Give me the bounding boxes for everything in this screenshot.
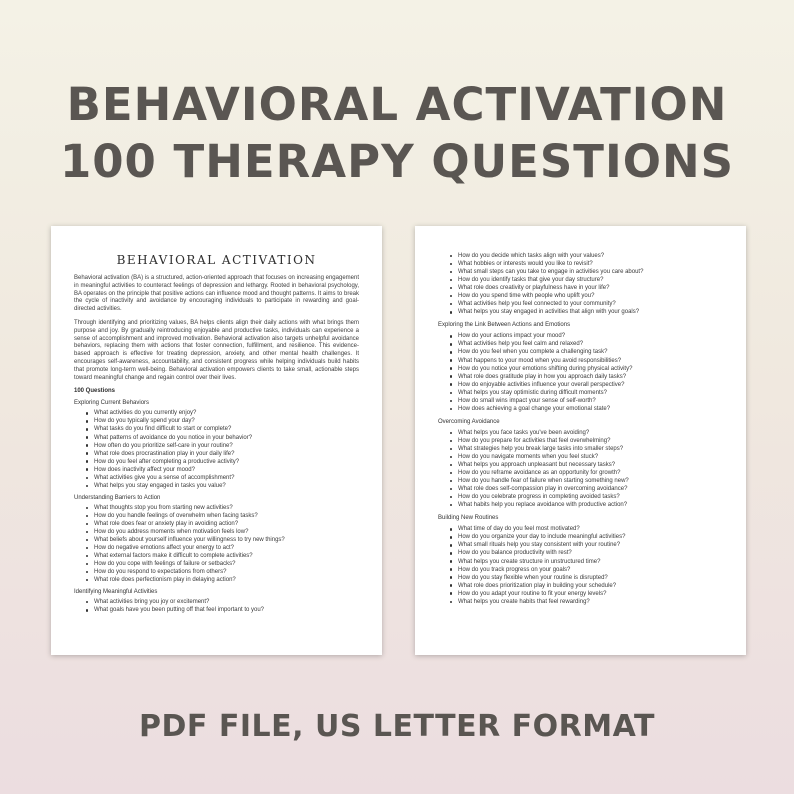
- question-item: How do you handle feelings of overwhelm when facing tasks?: [94, 512, 359, 520]
- section-title: Exploring the Link Between Actions and Emotions: [438, 322, 571, 329]
- intro-paragraph-2: Through identifying and prioritizing values, BA helps clients align their daily actions with what brings them purpose and joy. By gradually reintroducing enjoyable and productive tasks, individuals can experience a sense of accomplishment and improved motivation. Behavioral activation also targets unhelpful avoidance behaviors, replacing them with actions that foster connection, fulfillment, and resilience. This evidence-based approach is effective for treating depression, anxiety, and other mental health challenges. It encourages self-awareness, accountability, and consistent progress while helping individuals build habits that promote long-term well-being. Behavioral activation empowers clients to take small, actionable steps toward meaningful change and regain control over their lives.: [74, 319, 359, 381]
- question-item: How do you notice your emotions shifting during physical activity?: [458, 365, 723, 373]
- question-list: [438, 332, 723, 412]
- question-item: How do you address moments when motivation feels low?: [94, 528, 359, 536]
- question-item: How do you identify tasks that give your day structure?: [458, 276, 723, 284]
- document-page-right: [415, 226, 746, 655]
- question-item: What role does fear or anxiety play in avoiding action?: [94, 520, 359, 528]
- right-question-sections: [438, 321, 723, 605]
- question-item: How do you track progress on your goals?: [458, 566, 723, 574]
- question-list: [74, 409, 359, 489]
- question-item: How do you respond to expectations from others?: [94, 568, 359, 576]
- question-item: How do you spend time with people who uplift you?: [458, 292, 723, 300]
- question-item: What tasks do you find difficult to start or complete?: [94, 425, 359, 433]
- format-caption: PDF FILE, US LETTER FORMAT: [139, 709, 655, 744]
- headline-line-2: 100 THERAPY QUESTIONS: [59, 135, 735, 188]
- question-item: How do you celebrate progress in completing avoided tasks?: [458, 493, 723, 501]
- intro-paragraph-1: Behavioral activation (BA) is a structured, action-oriented approach that focuses on increasing engagement in meaningful activities to counteract feelings of depression and lethargy. Rooted in behavioral psychology, BA operates on the principle that positive actions can influence mood and thought patterns. It aims to break the cycle of inactivity and avoidance by encouraging individuals to participate in rewarding and goal-directed activities.: [74, 275, 359, 313]
- question-item: What time of day do you feel most motivated?: [458, 525, 723, 533]
- section-title: Exploring Current Behaviors: [74, 400, 150, 407]
- question-item: What helps you create habits that feel rewarding?: [458, 598, 723, 606]
- question-item: What helps you stay optimistic during difficult moments?: [458, 389, 723, 397]
- section-title: Understanding Barriers to Action: [74, 494, 161, 501]
- question-item: What helps you approach unpleasant but necessary tasks?: [458, 461, 723, 469]
- question-item: How do you reframe avoidance as an opportunity for growth?: [458, 469, 723, 477]
- question-item: What activities do you currently enjoy?: [94, 409, 359, 417]
- question-item: What role does prioritization play in building your schedule?: [458, 582, 723, 590]
- question-item: What helps you create structure in unstructured time?: [458, 558, 723, 566]
- question-item: How do you adapt your routine to fit your energy levels?: [458, 590, 723, 598]
- question-item: How do you organize your day to include meaningful activities?: [458, 533, 723, 541]
- question-item: What patterns of avoidance do you notice in your behavior?: [94, 434, 359, 442]
- question-item: How do you cope with feelings of failure or setbacks?: [94, 560, 359, 568]
- question-item: How do you typically spend your day?: [94, 417, 359, 425]
- question-item: What role does self-compassion play in overcoming avoidance?: [458, 485, 723, 493]
- question-item: What activities bring you joy or excitement?: [94, 598, 359, 606]
- question-item: What small rituals help you stay consistent with your routine?: [458, 541, 723, 549]
- question-item: How do small wins impact your sense of self-worth?: [458, 397, 723, 405]
- question-item: How do you decide which tasks align with your values?: [458, 252, 723, 260]
- question-item: What activities help you feel calm and relaxed?: [458, 340, 723, 348]
- document-page-left: [51, 226, 382, 655]
- question-item: How do your actions impact your mood?: [458, 332, 723, 340]
- question-item: What happens to your mood when you avoid responsibilities?: [458, 357, 723, 365]
- question-item: What hobbies or interests would you like to revisit?: [458, 260, 723, 268]
- question-item: How do you prepare for activities that feel overwhelming?: [458, 437, 723, 445]
- continued-question-list: [438, 252, 723, 316]
- question-list: [74, 504, 359, 584]
- question-item: What activities give you a sense of accomplishment?: [94, 474, 359, 482]
- question-item: What role does perfectionism play in delaying action?: [94, 576, 359, 584]
- question-item: How do you handle fear of failure when starting something new?: [458, 477, 723, 485]
- question-item: How does achieving a goal change your emotional state?: [458, 405, 723, 413]
- question-item: What helps you face tasks you've been avoiding?: [458, 429, 723, 437]
- question-item: What role does creativity or playfulness have in your life?: [458, 284, 723, 292]
- headline-line-1: BEHAVIORAL ACTIVATION: [66, 78, 728, 131]
- question-item: What helps you stay engaged in activities that align with your goals?: [458, 308, 723, 316]
- question-item: What goals have you been putting off that feel important to you?: [94, 606, 359, 614]
- question-item: How do you feel when you complete a challenging task?: [458, 348, 723, 356]
- section-title: Overcoming Avoidance: [438, 418, 500, 425]
- question-item: How do you feel after completing a productive activity?: [94, 458, 359, 466]
- questions-heading: 100 Questions: [74, 388, 116, 395]
- question-item: How often do you prioritize self-care in your routine?: [94, 442, 359, 450]
- question-item: What thoughts stop you from starting new activities?: [94, 504, 359, 512]
- question-list: [74, 598, 359, 614]
- question-item: What strategies help you break large tasks into smaller steps?: [458, 445, 723, 453]
- question-item: How do enjoyable activities influence your overall perspective?: [458, 381, 723, 389]
- question-item: What helps you stay engaged in tasks you value?: [94, 482, 359, 490]
- question-list: [438, 525, 723, 605]
- question-item: What small steps can you take to engage in activities you care about?: [458, 268, 723, 276]
- section-title: Building New Routines: [438, 515, 499, 522]
- question-item: What habits help you replace avoidance with productive action?: [458, 501, 723, 509]
- document-title: BEHAVIORAL ACTIVATION: [116, 253, 317, 267]
- question-item: What role does procrastination play in your daily life?: [94, 450, 359, 458]
- question-item: How do you navigate moments when you feel stuck?: [458, 453, 723, 461]
- question-item: What beliefs about yourself influence your willingness to try new things?: [94, 536, 359, 544]
- question-item: What external factors make it difficult to complete activities?: [94, 552, 359, 560]
- question-item: What role does gratitude play in how you approach daily tasks?: [458, 373, 723, 381]
- question-item: What activities help you feel connected to your community?: [458, 300, 723, 308]
- section-title: Identifying Meaningful Activities: [74, 589, 158, 596]
- question-list: [438, 429, 723, 509]
- question-item: How do you stay flexible when your routine is disrupted?: [458, 574, 723, 582]
- left-question-sections: [74, 399, 359, 614]
- question-item: How does inactivity affect your mood?: [94, 466, 359, 474]
- question-item: How do negative emotions affect your energy to act?: [94, 544, 359, 552]
- question-item: How do you balance productivity with rest?: [458, 549, 723, 557]
